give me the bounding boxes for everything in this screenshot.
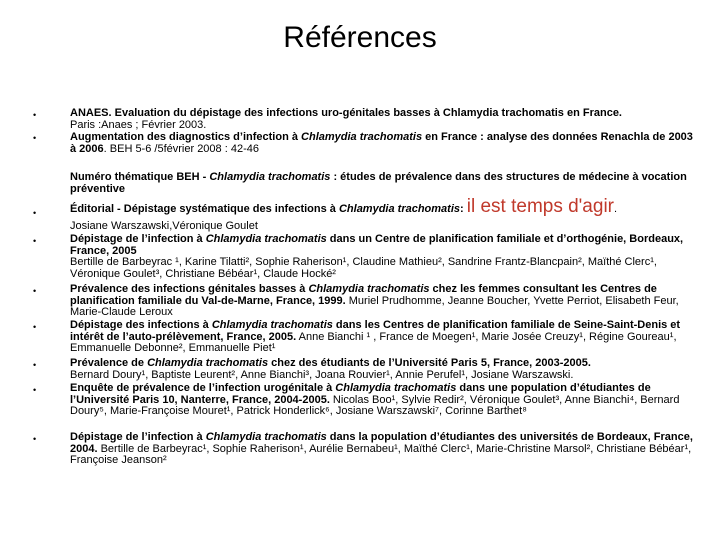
bullet-icon: • xyxy=(33,385,37,395)
page-title: Références xyxy=(283,21,437,54)
reference-item xyxy=(70,358,698,381)
reference-title: Éditorial - Dépistage systématique des infections à Chlamydia trachomatis: xyxy=(70,203,467,215)
reference-title: Dépistage des infections à Chlamydia trachomatis dans les Centres de planification familiale de Seine-Saint-Denis et intérêt de l’auto-prélèvement, France, 2005. xyxy=(70,319,681,343)
reference-citation: Paris :Anaes ; Février 2003. xyxy=(70,118,207,131)
reference-title: Prévalence de Chlamydia trachomatis chez des étudiants de l’Université Paris 5, France, 2003-2005. xyxy=(70,357,591,369)
reference-citation: Bertille de Barbeyrac ¹, Karine Tilatti², Sophie Raherison¹, Claudine Mathieu², Sandrine Frantz-Blancpain², Maïthé Clerc¹, Véronique Goulet³, Christiane Bébéar¹, Claude Hocké² xyxy=(70,256,657,280)
reference-citation: Bernard Doury¹, Baptiste Leurent², Anne Bianchi³, Joana Rouvier¹, Annie Perufel¹, Josiane Warszawski. xyxy=(70,368,574,381)
reference-title: Augmentation des diagnostics d’infection à Chlamydia trachomatis en France : analyse des données Renachla de 2003 à 2006 xyxy=(70,131,693,155)
bullet-icon: • xyxy=(33,236,37,246)
bullet-icon: • xyxy=(33,133,37,143)
reference-citation: Nicolas Boo¹, Sylvie Redir², Véronique Goulet³, Anne Bianchi⁴, Bernard Doury⁵, Marie-Françoise Mouret¹, Patrick Honderlick⁶, Josiane Warszawski⁷, Corinne Barthet⁸ xyxy=(70,393,680,417)
reference-title: Numéro thématique BEH - Chlamydia trachomatis : études de prévalence dans des structures de médecine à vocation préventive xyxy=(70,171,687,195)
bullet-icon: • xyxy=(33,110,37,120)
bullet-icon: • xyxy=(33,322,37,332)
reference-item xyxy=(70,383,698,418)
reference-item xyxy=(70,172,698,195)
reference-title: ANAES. Evaluation du dépistage des infections uro-génitales basses à Chlamydia trachomatis en France. xyxy=(70,107,622,119)
bullet-icon: • xyxy=(33,434,37,444)
bullet-icon: • xyxy=(33,360,37,370)
headline-highlight: il est temps d'agir xyxy=(466,196,614,217)
reference-item xyxy=(70,132,698,155)
bullet-icon: • xyxy=(33,208,37,218)
reference-citation: Anne Bianchi ¹ , France de Moegen¹, Marie Josée Creuzy¹, Régine Goureau¹, Emmanuelle Debonne², Emmanuelle Piet¹ xyxy=(70,330,677,354)
reference-title: Dépistage de l’infection à Chlamydia trachomatis dans un Centre de planification familiale et d’orthogénie, Bordeaux, France, 2005 xyxy=(70,233,684,257)
reference-item xyxy=(70,432,698,467)
reference-citation: Muriel Prudhomme, Jeanne Boucher, Yvette Perriot, Elisabeth Feur, Marie-Claude Leroux xyxy=(70,294,679,318)
bullet-icon: • xyxy=(33,286,37,296)
reference-item: Éditorial - Dépistage systématique des infections à Chlamydia trachomatis: il est temps d'agir. xyxy=(70,196,618,217)
reference-title: Enquête de prévalence de l’infection urogénitale à Chlamydia trachomatis dans une population d’étudiantes de l’Université Paris 10, Nanterre, France, 2004-2005. xyxy=(70,382,651,406)
reference-citation: Bertille de Barbeyrac¹, Sophie Raherison¹, Aurélie Bernabeu¹, Maïthé Clerc¹, Marie-Christine Marsol², Christiane Bébéar¹, Françoise Jeanson² xyxy=(70,442,692,466)
reference-citation: . BEH 5-6 /5février 2008 : 42-46 xyxy=(103,142,259,155)
reference-item xyxy=(70,234,698,280)
reference-citation: Josiane Warszawski,Véronique Goulet xyxy=(70,220,258,232)
reference-title: Dépistage de l’infection à Chlamydia trachomatis dans la population d’étudiantes des universités de Bordeaux, France, 2004. xyxy=(70,431,693,455)
reference-item xyxy=(70,284,698,319)
reference-title: Prévalence des infections génitales basses à Chlamydia trachomatis chez les femmes consultant les Centres de planification familiale du Val-de-Marne, France, 1999. xyxy=(70,283,657,307)
reference-item xyxy=(70,108,698,131)
reference-item xyxy=(70,320,698,355)
